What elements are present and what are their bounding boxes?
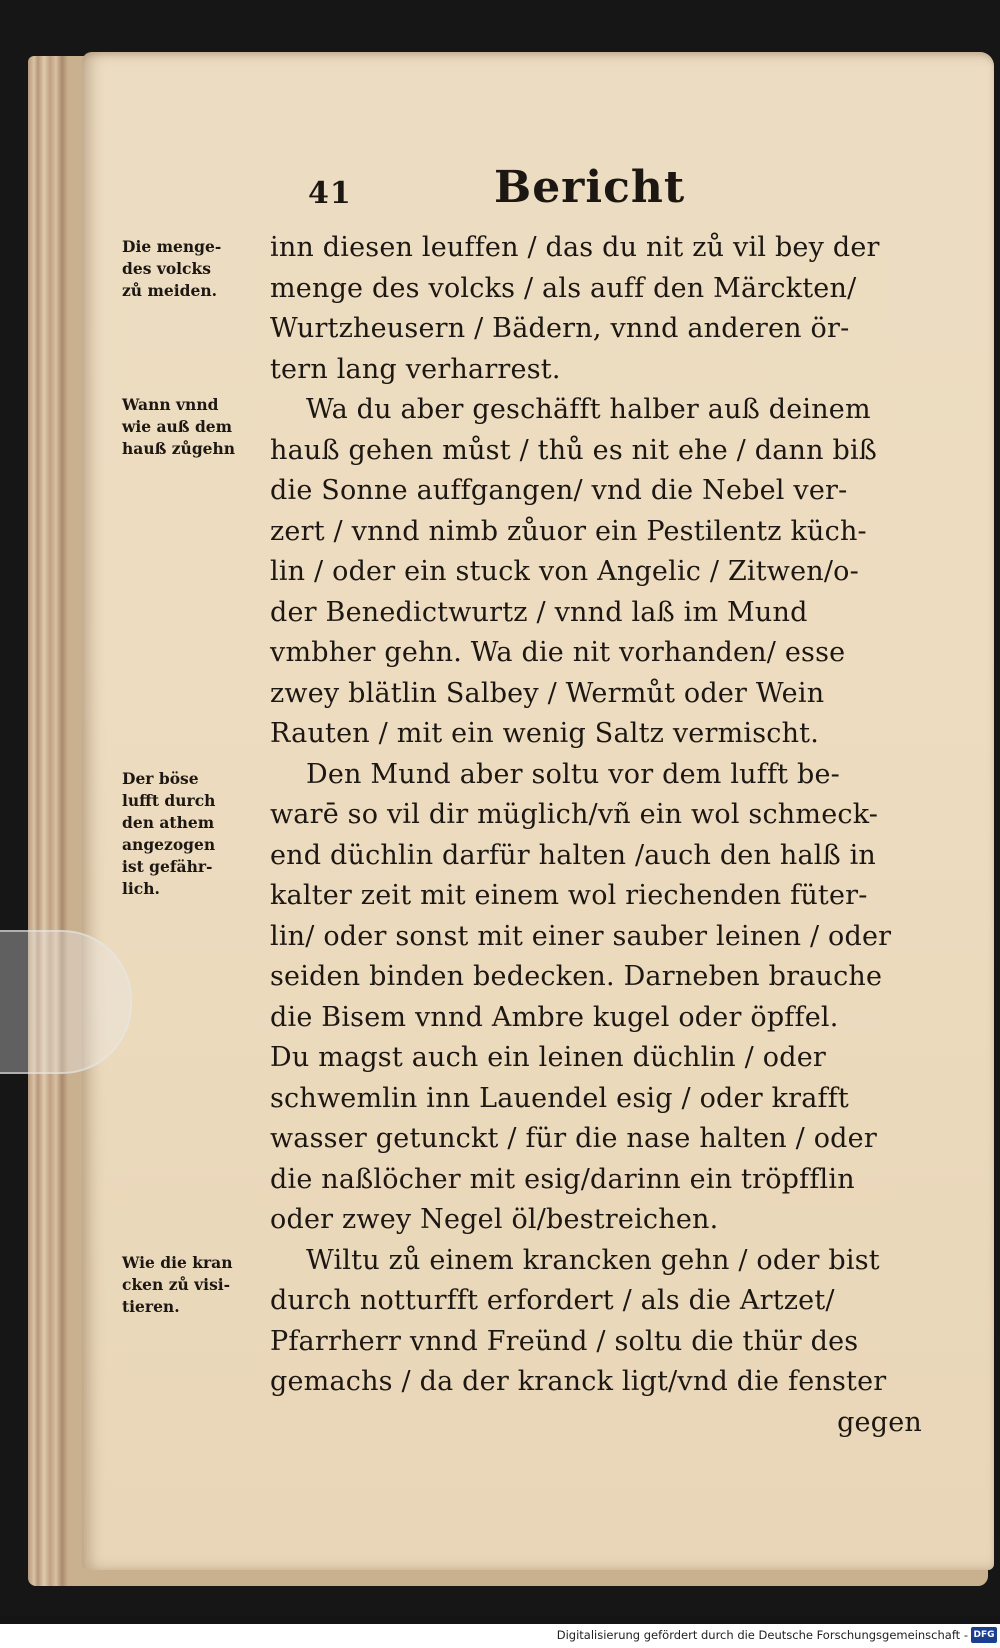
gloss-line: cken zů visi- bbox=[122, 1275, 231, 1294]
text-line: die naßlöcher mit esig/darinn ein tröpfflin bbox=[270, 1163, 855, 1195]
text-line: inn diesen leuffen / das du nit zů vil bey der bbox=[270, 232, 880, 263]
text-line: Pfarrherr vnnd Freünd / soltu die thür des bbox=[270, 1325, 859, 1357]
gloss-line: lufft durch bbox=[122, 791, 216, 810]
catchword: gegen bbox=[837, 1406, 922, 1438]
text-line: oder zwey Negel öl/bestreichen. bbox=[270, 1204, 719, 1235]
text-line: menge des volcks / als auff den Märckten/ bbox=[270, 272, 857, 304]
gloss-line: den athem bbox=[122, 813, 215, 832]
text-line: Rauten / mit ein wenig Saltz vermischt. bbox=[270, 718, 820, 749]
text-line: end düchlin darfür halten /auch den halß in bbox=[270, 839, 877, 871]
gloss-line: Wie die kran bbox=[122, 1253, 233, 1272]
text-line: schwemlin inn Lauendel esig / oder krafft bbox=[270, 1082, 849, 1114]
gloss-line: wie auß dem bbox=[122, 417, 233, 436]
gloss-line: lich. bbox=[122, 879, 160, 898]
funding-credit: Digitalisierung gefördert durch die Deutsche Forschungsgemeinschaft - bbox=[556, 1628, 968, 1642]
running-head bbox=[0, 162, 1000, 222]
text-line: vmbher gehn. Wa die nit vorhanden/ esse bbox=[270, 637, 846, 668]
gloss-line: ist gefähr- bbox=[122, 857, 213, 876]
text-line: zwey blätlin Salbey / Wermůt oder Wein bbox=[270, 677, 825, 709]
text-line: hauß gehen můst / thů es nit ehe / dann biß bbox=[270, 434, 878, 466]
gloss-line: angezogen bbox=[122, 835, 216, 854]
gloss-line: tieren. bbox=[122, 1297, 180, 1316]
text-line: warē so vil dir müglich/vñ ein wol schmeck- bbox=[270, 799, 879, 830]
text-line: seiden binden bedecken. Darneben brauche bbox=[270, 961, 883, 992]
gloss-line: Die menge- bbox=[122, 237, 222, 256]
gloss-line: zů meiden. bbox=[122, 281, 217, 300]
text-line: zert / vnnd nimb zůuor ein Pestilentz küch- bbox=[270, 515, 867, 547]
marginal-gloss bbox=[122, 394, 272, 460]
text-line: durch notturfft erfordert / als die Artzet/ bbox=[270, 1285, 835, 1316]
text-line: gemachs / da der kranck ligt/vnd die fenster bbox=[270, 1366, 887, 1397]
text-line: Den Mund aber soltu vor dem lufft be- bbox=[306, 758, 840, 790]
bookmark-clip bbox=[0, 930, 132, 1074]
marginal-gloss bbox=[122, 236, 272, 302]
text-line: wasser getunckt / für die nase halten / oder bbox=[270, 1123, 877, 1154]
marginal-gloss bbox=[122, 768, 272, 900]
text-line: Wa du aber geschäfft halber auß deinem bbox=[306, 394, 871, 425]
footer-bar bbox=[0, 1624, 1000, 1648]
gloss-line: Der böse bbox=[122, 769, 199, 788]
page-number: 41 bbox=[308, 176, 352, 211]
gloss-line: des volcks bbox=[122, 259, 211, 278]
gloss-line: hauß zůgehn bbox=[122, 439, 236, 458]
text-line: lin / oder ein stuck von Angelic / Zitwen/o- bbox=[270, 556, 859, 587]
text-line: die Sonne auffgangen/ vnd die Nebel ver- bbox=[270, 475, 848, 506]
text-line: Wurtzheusern / Bädern, vnnd anderen ör- bbox=[270, 313, 850, 344]
running-title: Bericht bbox=[494, 162, 686, 213]
dfg-logo[interactable]: DFG bbox=[971, 1627, 997, 1643]
text-line: die Bisem vnnd Ambre kugel oder öpffel. bbox=[270, 1001, 839, 1033]
marginal-gloss bbox=[122, 1252, 272, 1318]
text-line: tern lang verharrest. bbox=[270, 353, 561, 385]
text-line: der Benedictwurtz / vnnd laß im Mund bbox=[270, 596, 808, 628]
text-line: Du magst auch ein leinen düchlin / oder bbox=[270, 1042, 826, 1073]
body-text bbox=[270, 228, 940, 1443]
text-line: kalter zeit mit einem wol riechenden füter- bbox=[270, 880, 868, 911]
text-line: lin/ oder sonst mit einer sauber leinen / oder bbox=[270, 920, 892, 952]
text-line: Wiltu zů einem krancken gehn / oder bist bbox=[306, 1244, 880, 1276]
gloss-line: Wann vnnd bbox=[122, 395, 219, 414]
